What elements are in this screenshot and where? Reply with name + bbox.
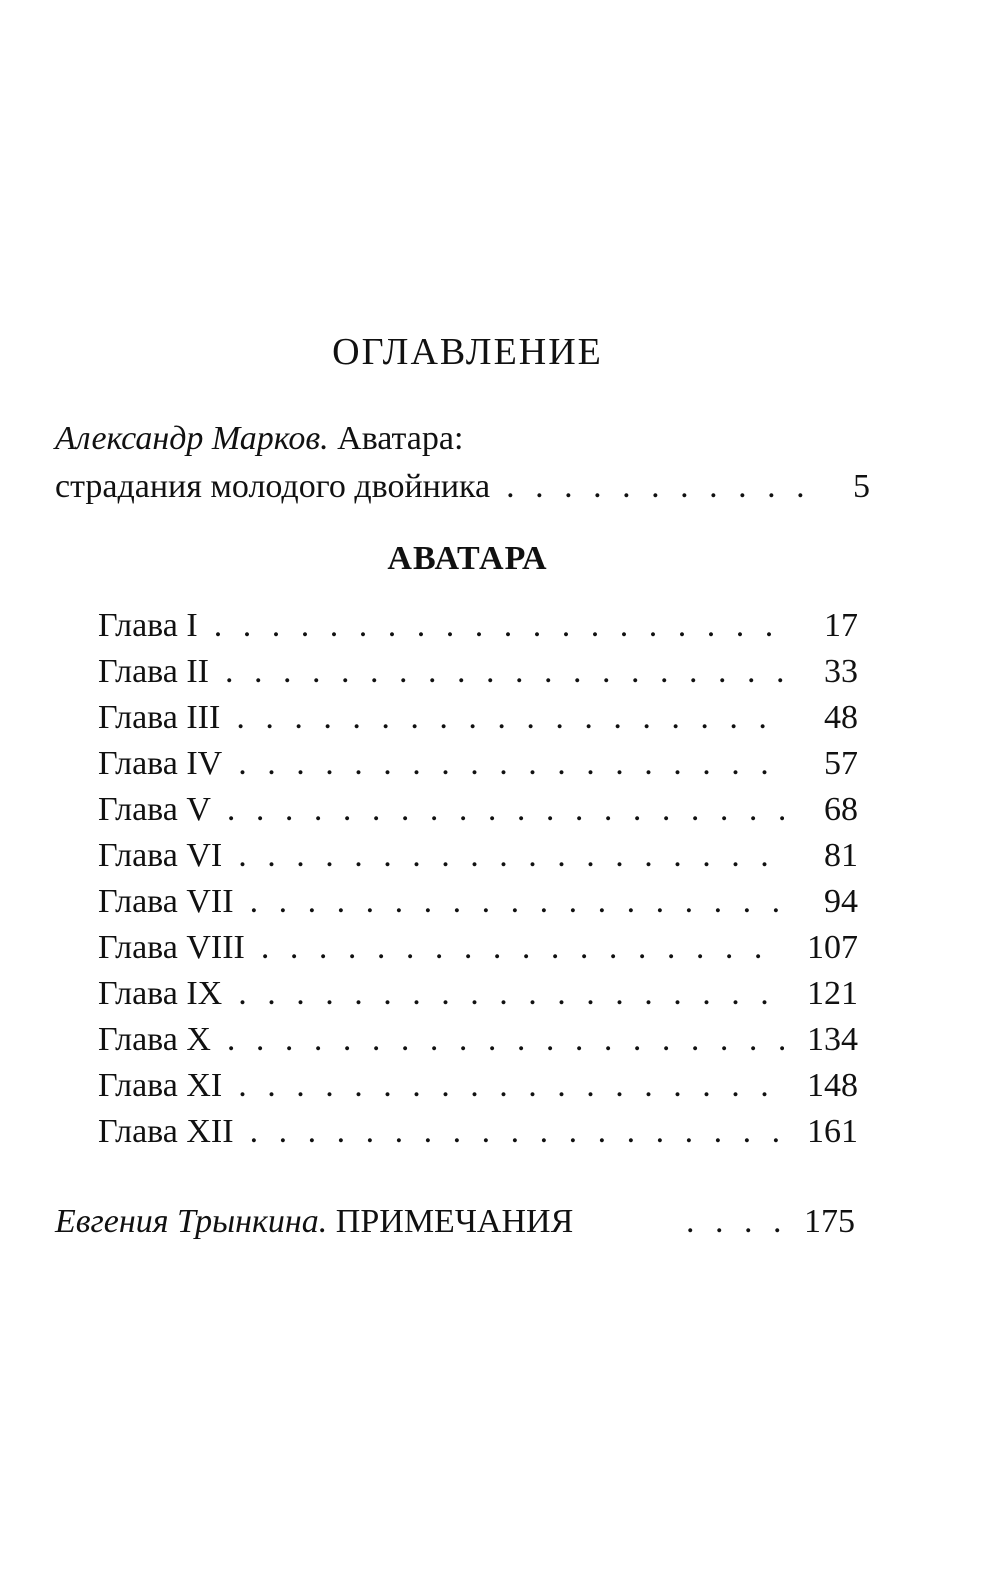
toc-chapter-row[interactable]: [98, 787, 858, 833]
chapter-page-number: 121: [807, 975, 858, 1012]
toc-title: ОГЛАВЛЕНИЕ: [332, 331, 603, 373]
chapter-page-number: 81: [824, 837, 858, 874]
dot-leader: [238, 971, 784, 1017]
toc-entry-intro[interactable]: [55, 415, 870, 511]
chapter-label: Глава VIII: [98, 929, 245, 966]
toc-chapter-row[interactable]: [98, 971, 858, 1017]
chapter-page-number: 134: [807, 1021, 858, 1058]
chapter-label: Глава X: [98, 1021, 211, 1058]
intro-title-part1: Аватара:: [337, 420, 464, 457]
notes-row: [55, 1198, 855, 1246]
section-title: АВАТАРА: [387, 540, 548, 577]
chapter-label: Глава II: [98, 653, 209, 690]
toc-chapter-row[interactable]: [98, 879, 858, 925]
chapter-page-number: 107: [807, 929, 858, 966]
chapter-page-number: 17: [824, 607, 858, 644]
intro-page-number: 5: [853, 468, 870, 505]
toc-chapter-row[interactable]: [98, 603, 858, 649]
chapter-label: Глава VII: [98, 883, 234, 920]
chapter-page-number: 48: [824, 699, 858, 736]
chapter-label: Глава IX: [98, 975, 223, 1012]
dot-leader: [227, 1017, 784, 1063]
chapter-page-number: 94: [824, 883, 858, 920]
intro-author: Александр Марков.: [55, 420, 329, 457]
dot-leader: [238, 1063, 784, 1109]
chapter-label: Глава IV: [98, 745, 223, 782]
intro-line-1: [55, 415, 870, 463]
dot-leader: [214, 603, 784, 649]
intro-title-part2: страдания молодого двойника: [55, 468, 491, 505]
chapter-page-number: 148: [807, 1067, 858, 1104]
chapter-page-number: 161: [807, 1113, 858, 1150]
toc-chapter-row[interactable]: [98, 833, 858, 879]
notes-title: ПРИМЕЧАНИЯ: [335, 1203, 574, 1240]
dot-leader: [506, 463, 810, 511]
toc-chapter-row[interactable]: [98, 1063, 858, 1109]
dot-leader: [236, 695, 784, 741]
intro-line-2: [55, 463, 870, 511]
chapter-label: Глава V: [98, 791, 211, 828]
notes-page-number: 175: [804, 1203, 855, 1240]
toc-chapter-row[interactable]: [98, 1017, 858, 1063]
toc-chapter-row[interactable]: [98, 695, 858, 741]
toc-chapter-row[interactable]: [98, 741, 858, 787]
notes-label: [55, 1198, 573, 1246]
chapter-page-number: 57: [824, 745, 858, 782]
dot-leader: [686, 1198, 798, 1246]
chapter-label: Глава I: [98, 607, 198, 644]
chapter-label: Глава XI: [98, 1067, 223, 1104]
chapter-list: [98, 603, 858, 1155]
dot-leader: [225, 649, 784, 695]
toc-chapter-row[interactable]: [98, 1109, 858, 1155]
dot-leader: [250, 1109, 784, 1155]
notes-author: Евгения Трынкина.: [55, 1203, 328, 1240]
toc-entry-notes[interactable]: [55, 1198, 855, 1246]
dot-leader: [238, 741, 784, 787]
chapter-label: Глава III: [98, 699, 221, 736]
toc-chapter-row[interactable]: [98, 925, 858, 971]
toc-chapter-row[interactable]: [98, 649, 858, 695]
chapter-page-number: 68: [824, 791, 858, 828]
dot-leader: [227, 787, 784, 833]
chapter-label: Глава VI: [98, 837, 223, 874]
dot-leader: [261, 925, 784, 971]
chapter-page-number: 33: [824, 653, 858, 690]
dot-leader: [238, 833, 784, 879]
dot-leader: [250, 879, 784, 925]
chapter-label: Глава XII: [98, 1113, 234, 1150]
